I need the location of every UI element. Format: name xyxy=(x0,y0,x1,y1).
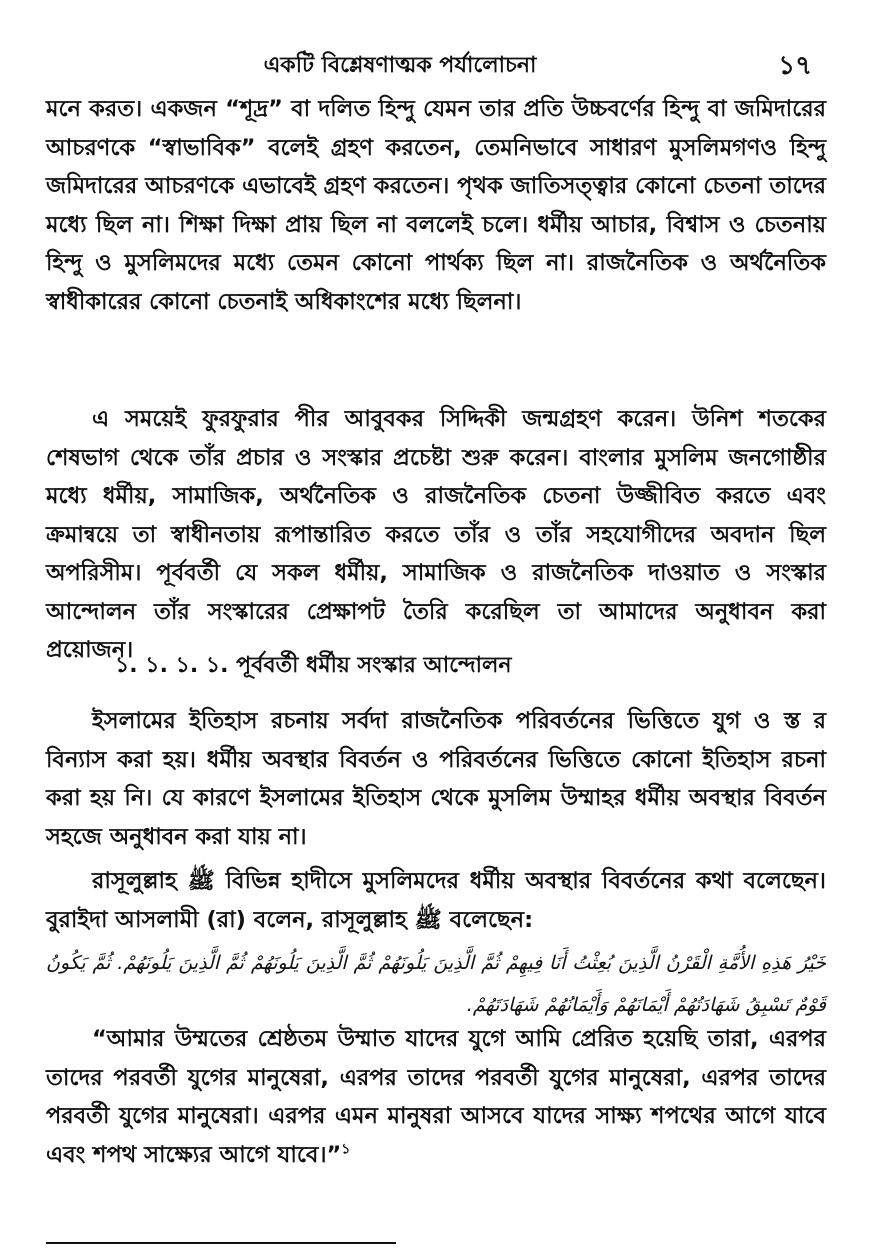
paragraph-text: মনে করত। একজন “শূদ্র” বা দলিত হিন্দু যেমন তার প্রতি উচ্চবর্ণের হিন্দু বা জমিদারের আচরণকে “স্বাভাবিক” বলেই গ্রহণ করতেন, তেমনিভাবে সাধারণ মুসলিমগণও হিন্দু জমিদারের আচরণকে এভাবেই গ্রহণ করতেন। পৃথক জাতিসত্ত্বার কোনো চেতনা তাদের মধ্যে ছিল না। শিক্ষা দিক্ষা প্রায় ছিল না বললেই চলে। ধর্মীয় আচার, বিশ্বাস ও চেতনায় হিন্দু ও মুসলিমদের মধ্যে তেমন কোনো পার্থক্য ছিল না। রাজনৈতিক ও অর্থনৈতিক স্বাধীকারের কোনো চেতনাই অধিকাংশের মধ্যে ছিলনা। xyxy=(46,96,826,315)
footnote-divider xyxy=(46,1242,396,1244)
paragraph-furfura-pir xyxy=(46,400,826,670)
paragraph-text: এ সময়েই ফুরফুরার পীর আবুবকর সিদ্দিকী জন্মগ্রহণ করেন। উনিশ শতকের শেষভাগ থেকে তাঁর প্রচার ও সংস্কার প্রচেষ্টা শুরু করেন। বাংলার মুসলিম জনগোষ্ঠীর মধ্যে ধর্মীয়, সামাজিক, অর্থনৈতিক ও রাজনৈতিক চেতনা উজ্জীবিত করতে এবং ক্রমান্বয়ে তা স্বাধীনতায় রূপান্তারিত করতে তাঁর ও তাঁর সহযোগীদের অবদান ছিল অপরিসীম। পূর্ববর্তী যে সকল ধর্মীয়, সামাজিক ও রাজনৈতিক দাওয়াত ও সংস্কার আন্দোলন তাঁর সংস্কারের প্রেক্ষাপট তৈরি করেছিল তা আমাদের অনুধাবন করা প্রয়োজন। xyxy=(46,406,826,663)
paragraph-text: রাসূলুল্লাহ ﷺ বিভিন্ন হাদীসে মুসলিমদের ধর্মীয় অবস্থার বিবর্তনের কথা বলেছেন। বুরাইদা আসলামী (রা) বলেন, রাসূলুল্লাহ ﷺ বলেছেন: xyxy=(46,868,826,933)
translation-paragraph xyxy=(46,1020,826,1174)
paragraph-hadith-translation xyxy=(46,1020,826,1174)
paragraph-history-writing xyxy=(46,702,826,856)
paragraph-hadith-intro xyxy=(46,862,826,939)
paragraph-text: ইসলামের ইতিহাস রচনায় সর্বদা রাজনৈতিক পরিবর্তনের ভিত্তিতে যুগ ও স্ত র বিন্যাস করা হয়। ধর্মীয় অবস্থার বিবর্তন ও পরিবর্তনের ভিত্তিতে কোনো ইতিহাস রচনা করা হয় নি। যে কারণে ইসলামের ইতিহাস থেকে মুসলিম উম্মাহর ধর্মীয় অবস্থার বিবর্তন সহজে অনুধাবন করা যায় না। xyxy=(46,708,826,850)
section-heading: ১. ১. ১. ১. পূর্ববর্তী ধর্মীয় সংস্কার আন্দোলন xyxy=(115,653,512,678)
running-header xyxy=(0,46,870,86)
translation-text: “আমার উম্মতের শ্রেষ্ঠতম উম্মাত যাদের যুগে আমি প্রেরিত হয়েছি তারা, এরপর তাদের পরবর্তী যুগের মানুষেরা, এরপর তাদের পরবর্তী যুগের মানুষেরা, এরপর তাদের পরবর্তী যুগের মানুষেরা। এরপর এমন মানুষরা আসবে যাদের সাক্ষ্য শপথের আগে যাবে এবং শপথ সাক্ষ্যের আগে যাবে।” xyxy=(46,1026,826,1168)
running-title: একটি বিশ্লেষণাত্মক পর্যালোচনা xyxy=(263,53,537,78)
arabic-hadith-quote: خَيْرُ هَذِهِ الأُمَّةِ الْقَرْنُ الَّذِينَ بُعِثْتُ أَنَا فِيهِمْ ثُمَّ الَّذِينَ يَلُونَهُمْ ثُمَّ الَّذِينَ يَلُونَهُمْ ثُمَّ الَّذِينَ يَلُونَهُمْ. ثُمَّ يَكُونُ قَوْمٌ تَسْبِقُ شَهَادَتُهُمْ أَيْمَانَهُمْ وَأَيْمَانُهُمْ شَهَادَتَهُمْ. xyxy=(46,952,826,1016)
page-number: ১৭ xyxy=(778,51,812,81)
paragraph-social-condition xyxy=(46,90,826,321)
footnote-reference: ১ xyxy=(341,1141,351,1157)
